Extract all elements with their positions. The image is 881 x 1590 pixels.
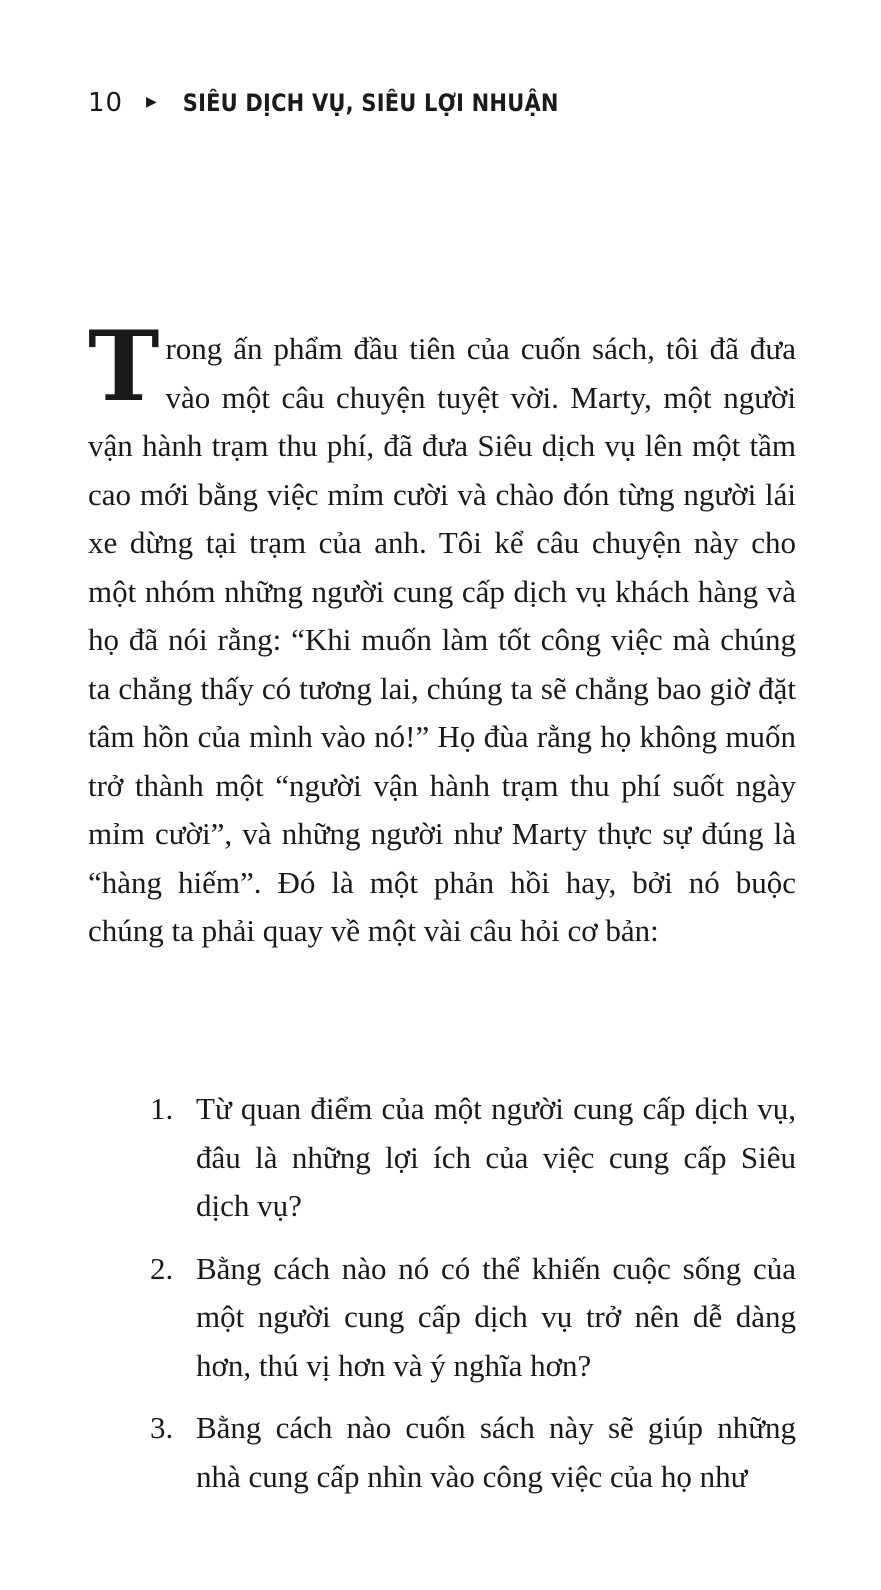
- running-header: [88, 88, 559, 118]
- list-number: 3.: [150, 1410, 174, 1445]
- page-number: 10: [88, 88, 124, 118]
- book-title: SIÊU DỊCH VỤ, SIÊU LỢI NHUẬN: [182, 89, 559, 117]
- list-item: [150, 1404, 796, 1501]
- triangle-right-icon: ▶: [146, 95, 157, 110]
- list-text: Từ quan điểm của một người cung cấp dịch vụ, đâu là những lợi ích của việc cung cấp Siêu dịch vụ?: [196, 1091, 796, 1223]
- list-item: [150, 1085, 796, 1231]
- list-number: 2.: [150, 1250, 174, 1286]
- drop-cap: T: [88, 310, 160, 423]
- list-item: [150, 1245, 796, 1391]
- list-text: Bằng cách nào nó có thể khiến cuộc sống của một người cung cấp dịch vụ trở nên dễ dàng hơn, thú vị hơn và ý nghĩa hơn?: [196, 1250, 796, 1383]
- paragraph-text: rong ấn phẩm đầu tiên của cuốn sách, tôi đã đưa vào một câu chuyện tuyệt vời. Marty, một người vận hành trạm thu phí, đã đưa Siêu dịch vụ lên một tầm cao mới bằng việc mỉm cười và chào đón từng người lái xe dừng tại trạm của anh. Tôi kể câu chuyện này cho một nhóm những người cung cấp dịch vụ khách hàng và họ đã nói rằng: “Khi muốn làm tốt công việc mà chúng ta chẳng thấy có tương lai, chúng ta sẽ chẳng bao giờ đặt tâm hồn của mình vào nó!” Họ đùa rằng họ không muốn trở thành một “người vận hành trạm thu phí suốt ngày mỉm cười”, và những người như Marty thực sự đúng là “hàng hiếm”. Đó là một phản hồi hay, bởi nó buộc chúng ta phải quay về một vài câu hỏi cơ bản:: [88, 331, 796, 948]
- body-paragraph: [88, 310, 796, 956]
- list-text: Bằng cách nào cuốn sách này sẽ giúp những nhà cung cấp nhìn vào công việc của họ như: [196, 1410, 796, 1494]
- numbered-list: [150, 1085, 796, 1515]
- list-number: 1.: [150, 1091, 174, 1126]
